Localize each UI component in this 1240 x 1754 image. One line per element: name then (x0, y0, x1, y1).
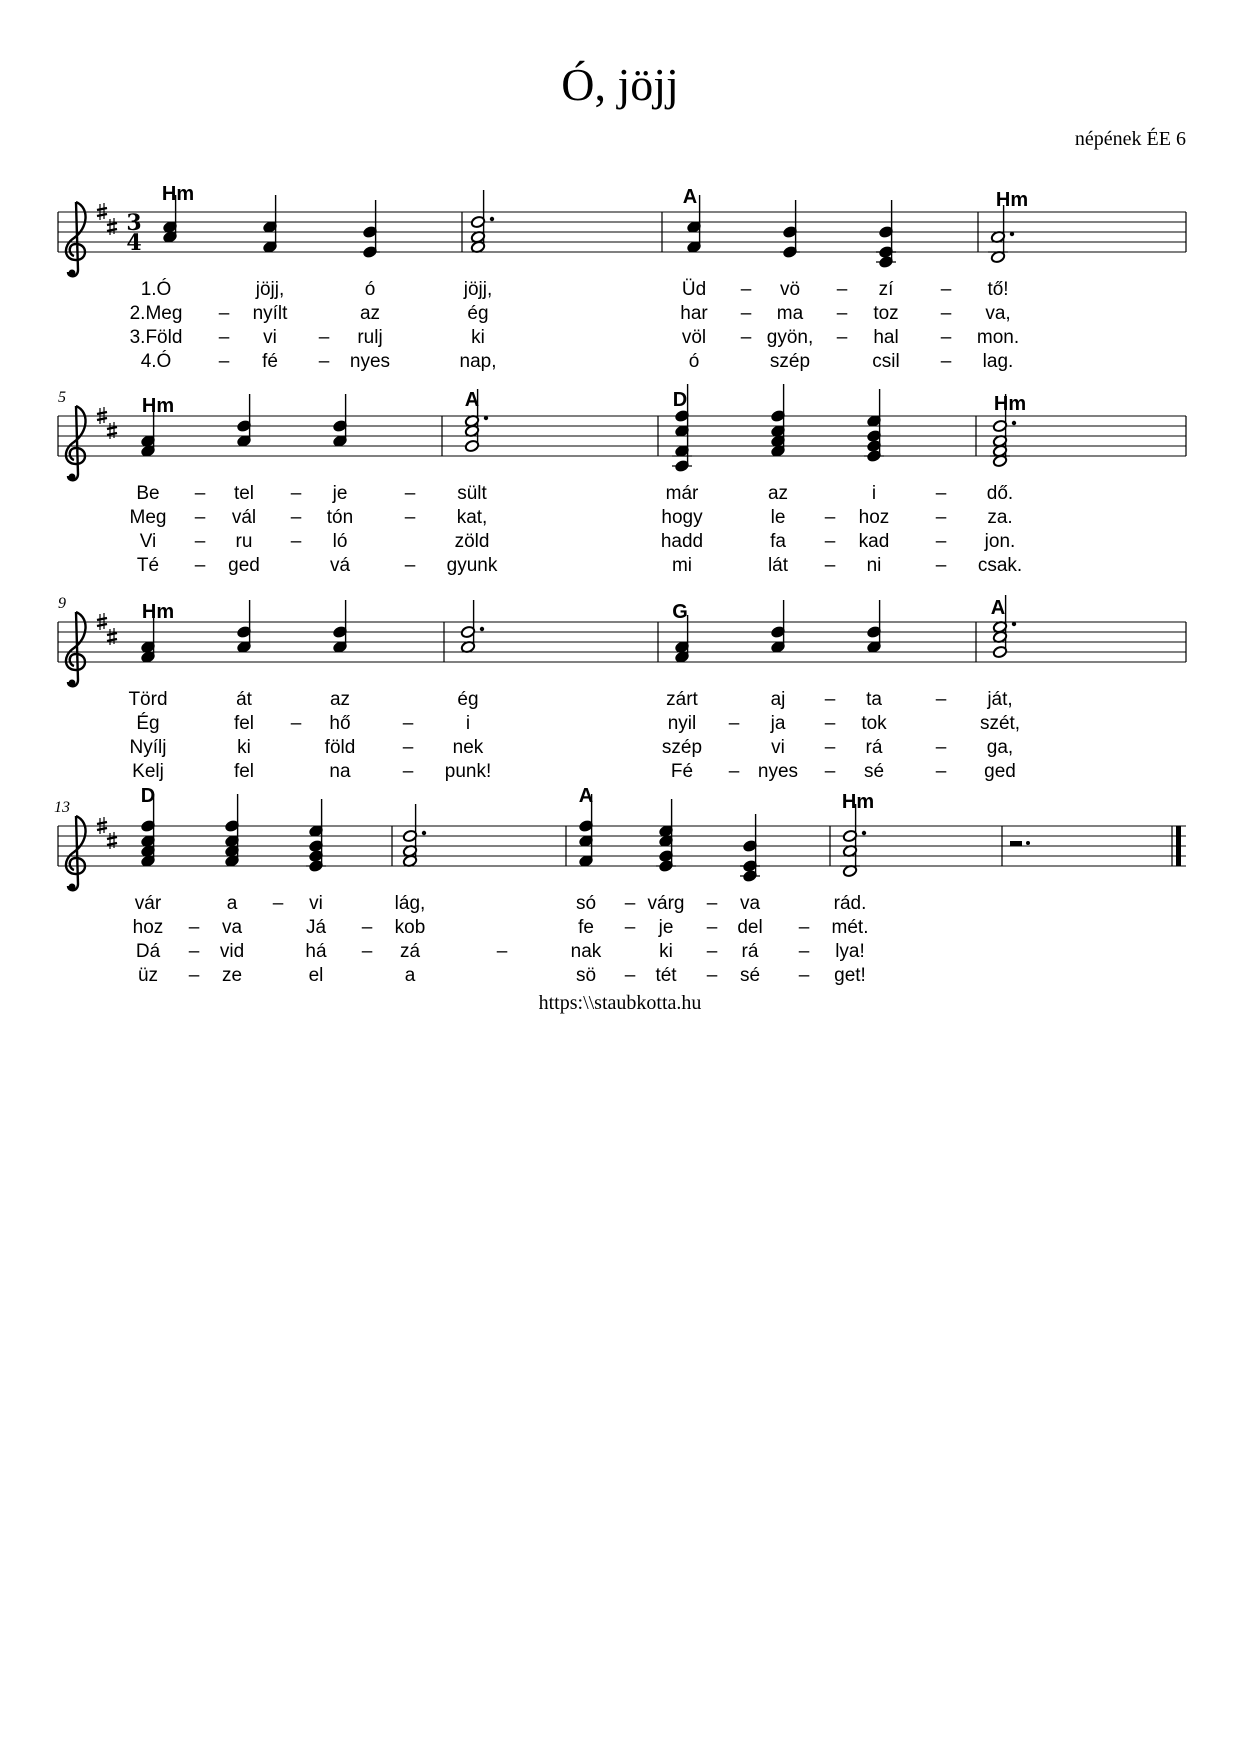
lyric-syllable: gyön, (766, 327, 814, 348)
augmentation-dot (484, 416, 488, 420)
lyric-syllable: lág, (394, 893, 426, 914)
treble-clef-icon (66, 202, 86, 277)
lyric-syllable: 4.Ó (140, 351, 172, 372)
augmentation-dot (862, 831, 866, 835)
lyric-syllable: fe (578, 917, 594, 938)
lyric-syllable: Be (136, 483, 160, 504)
lyric-syllable: hő (329, 713, 351, 734)
lyric-hyphen: – (706, 965, 718, 986)
lyric-syllable: ki (237, 737, 251, 758)
chord-symbol: A (990, 597, 1006, 619)
lyric-syllable: csil (872, 351, 900, 372)
lyric-syllable: mi (671, 555, 693, 576)
lyric-hyphen: – (824, 713, 836, 734)
lyric-syllable: fa (770, 531, 786, 552)
lyric-syllable: jöjj, (463, 279, 493, 300)
lyric-syllable: kob (394, 917, 426, 938)
lyric-hyphen: – (798, 917, 810, 938)
lyric-syllable: rá (741, 941, 759, 962)
lyric-hyphen: – (706, 941, 718, 962)
lyric-syllable: ze (221, 965, 243, 986)
lyric-syllable: kad (858, 531, 890, 552)
lyric-syllable: va (739, 893, 761, 914)
lyric-syllable: mon. (976, 327, 1020, 348)
chord-symbol: Hm (993, 393, 1027, 415)
lyric-hyphen: – (318, 327, 330, 348)
lyric-syllable: só (575, 893, 597, 914)
lyric-syllable: punk! (444, 761, 492, 782)
lyric-syllable: há (305, 941, 327, 962)
lyric-syllable: nak (570, 941, 602, 962)
lyric-hyphen: – (824, 737, 836, 758)
lyric-hyphen: – (940, 279, 952, 300)
lyric-hyphen: – (728, 713, 740, 734)
lyric-syllable: hal (873, 327, 899, 348)
lyric-syllable: 3.Föld (129, 327, 183, 348)
chord-symbol: A (464, 389, 480, 411)
lyric-hyphen: – (290, 531, 302, 552)
lyric-syllable: ó (688, 351, 700, 372)
lyric-syllable: el (308, 965, 324, 986)
lyric-hyphen: – (402, 761, 414, 782)
augmentation-dot (1012, 421, 1016, 425)
lyric-hyphen: – (194, 483, 206, 504)
lyric-syllable: ru (235, 531, 253, 552)
treble-clef-icon (66, 816, 86, 891)
lyric-syllable: ki (471, 327, 485, 348)
lyric-syllable: lag. (982, 351, 1014, 372)
lyric-syllable: toz (873, 303, 899, 324)
lyric-hyphen: – (624, 965, 636, 986)
lyric-syllable: Meg (129, 507, 167, 528)
lyric-syllable: vál (231, 507, 257, 528)
lyric-syllable: 2.Meg (129, 303, 183, 324)
lyric-hyphen: – (740, 327, 752, 348)
lyric-hyphen: – (824, 531, 836, 552)
lyric-hyphen: – (740, 279, 752, 300)
staff-system (58, 595, 1186, 662)
lyric-hyphen: – (940, 351, 952, 372)
lyric-hyphen: – (940, 327, 952, 348)
chord-symbol: G (672, 601, 688, 623)
lyric-syllable: sé (863, 761, 885, 782)
lyric-hyphen: – (290, 713, 302, 734)
lyric-syllable: vid (219, 941, 245, 962)
lyric-hyphen: – (194, 531, 206, 552)
lyric-hyphen: – (624, 893, 636, 914)
notehead (992, 645, 1007, 658)
lyric-syllable: va (221, 917, 243, 938)
lyric-syllable: vi (263, 327, 277, 348)
lyric-syllable: ló (332, 531, 348, 552)
lyric-syllable: sö (575, 965, 597, 986)
lyric-syllable: ég (457, 689, 479, 710)
lyric-syllable: vö (779, 279, 801, 300)
lyric-hyphen: – (935, 689, 947, 710)
lyric-hyphen: – (940, 303, 952, 324)
lyric-syllable: Kelj (132, 761, 164, 782)
lyric-hyphen: – (402, 737, 414, 758)
lyric-syllable: aj (770, 689, 786, 710)
lyric-syllable: a (404, 965, 416, 986)
lyric-syllable: i (465, 713, 471, 734)
augmentation-dot (1012, 622, 1016, 626)
lyric-syllable: je (658, 917, 674, 938)
lyric-syllable: nyílt (252, 303, 288, 324)
lyric-syllable: Nyílj (129, 737, 167, 758)
lyric-hyphen: – (824, 507, 836, 528)
measure-number: 5 (58, 389, 66, 406)
lyric-syllable: ta (866, 689, 882, 710)
lyric-hyphen: – (798, 965, 810, 986)
lyric-hyphen: – (404, 483, 416, 504)
lyric-syllable: ga, (986, 737, 1014, 758)
lyric-syllable: tő! (987, 279, 1009, 300)
lyric-syllable: Vi (139, 531, 157, 552)
lyric-syllable: csak. (977, 555, 1023, 576)
lyric-syllable: mét. (831, 917, 869, 938)
lyric-syllable: szép (769, 351, 811, 372)
lyric-hyphen: – (935, 737, 947, 758)
chord-symbol: Hm (141, 601, 175, 623)
time-signature-top: 3 (126, 210, 142, 236)
lyric-hyphen: – (824, 689, 836, 710)
lyric-syllable: ged (228, 555, 260, 576)
lyric-hyphen: – (836, 279, 848, 300)
lyric-hyphen: – (218, 327, 230, 348)
lyric-syllable: a (226, 893, 238, 914)
half-rest-icon (1010, 841, 1022, 846)
lyric-syllable: Já (305, 917, 327, 938)
lyric-syllable: har (680, 303, 708, 324)
lyric-hyphen: – (218, 351, 230, 372)
lyric-syllable: sült (457, 483, 487, 504)
lyric-hyphen: – (935, 483, 947, 504)
lyric-syllable: ját, (987, 689, 1013, 710)
lyric-syllable: Ég (136, 713, 160, 734)
lyric-syllable: nyes (349, 351, 391, 372)
lyric-hyphen: – (624, 917, 636, 938)
lyric-hyphen: – (935, 761, 947, 782)
lyric-syllable: tón (326, 507, 354, 528)
chord-symbol: Hm (841, 791, 875, 813)
augmentation-dot (480, 627, 484, 631)
notehead (464, 439, 479, 452)
lyric-syllable: zöld (454, 531, 490, 552)
lyric-syllable: va, (985, 303, 1011, 324)
lyric-syllable: nek (452, 737, 484, 758)
lyric-hyphen: – (706, 917, 718, 938)
chord-symbol: Hm (995, 189, 1029, 211)
composer-credit: népének ÉE 6 (1074, 128, 1186, 150)
lyric-hyphen: – (496, 941, 508, 962)
lyric-hyphen: – (361, 941, 373, 962)
lyric-syllable: tel (233, 483, 255, 504)
lyric-syllable: jon. (984, 531, 1016, 552)
lyric-syllable: le (770, 507, 786, 528)
lyric-syllable: Té (136, 555, 160, 576)
lyric-syllable: sé (739, 965, 761, 986)
lyric-syllable: Fé (670, 761, 694, 782)
lyric-syllable: zárt (666, 689, 698, 710)
lyric-syllable: föld (324, 737, 356, 758)
final-barline (1176, 826, 1181, 866)
lyric-syllable: fel (233, 761, 255, 782)
lyric-syllable: nyes (757, 761, 799, 782)
lyric-hyphen: – (836, 303, 848, 324)
lyric-hyphen: – (728, 761, 740, 782)
lyric-syllable: már (665, 483, 699, 504)
lyric-syllable: rulj (357, 327, 383, 348)
lyric-syllable: 1.Ó (140, 279, 172, 300)
lyric-hyphen: – (798, 941, 810, 962)
chord-symbol: A (578, 785, 594, 807)
lyric-hyphen: – (188, 965, 200, 986)
song-title: Ó, jöjj (561, 59, 679, 110)
chord-symbol: Hm (161, 183, 195, 205)
lyric-syllable: hoz (132, 917, 164, 938)
lyric-syllable: völ (681, 327, 707, 348)
lyric-hyphen: – (836, 327, 848, 348)
lyric-syllable: ja (770, 713, 786, 734)
lyric-syllable: na (329, 761, 351, 782)
lyric-hyphen: – (290, 483, 302, 504)
lyric-hyphen: – (402, 713, 414, 734)
lyric-syllable: ki (659, 941, 673, 962)
lyric-syllable: tét (655, 965, 677, 986)
lyric-hyphen: – (194, 507, 206, 528)
lyric-syllable: rá (865, 737, 883, 758)
lyric-hyphen: – (318, 351, 330, 372)
lyric-syllable: szép (661, 737, 703, 758)
chord-symbol: A (682, 186, 698, 208)
lyric-syllable: rád. (833, 893, 867, 914)
augmentation-dot (1026, 841, 1030, 845)
lyric-syllable: zí (878, 279, 894, 300)
lyric-syllable: Üd (681, 279, 707, 300)
lyric-syllable: hadd (660, 531, 704, 552)
measure-number: 9 (58, 595, 66, 612)
lyric-hyphen: – (706, 893, 718, 914)
lyric-hyphen: – (290, 507, 302, 528)
lyric-syllable: át (236, 689, 252, 710)
lyric-syllable: lát (767, 555, 789, 576)
lyric-syllable: ni (866, 555, 882, 576)
lyric-syllable: kat, (456, 507, 488, 528)
lyric-syllable: vá (329, 555, 351, 576)
augmentation-dot (490, 217, 494, 221)
chord-symbol: D (672, 389, 688, 411)
lyric-hyphen: – (218, 303, 230, 324)
lyric-syllable: fel (233, 713, 255, 734)
lyric-hyphen: – (824, 555, 836, 576)
measure-number: 13 (54, 799, 70, 816)
lyric-syllable: del (737, 917, 763, 938)
lyric-syllable: Dá (135, 941, 161, 962)
augmentation-dot (422, 831, 426, 835)
lyric-hyphen: – (935, 531, 947, 552)
treble-clef-icon (66, 406, 86, 481)
augmentation-dot (1010, 232, 1014, 236)
lyric-syllable: ged (984, 761, 1016, 782)
lyric-syllable: zá (399, 941, 421, 962)
lyric-syllable: je (332, 483, 348, 504)
lyric-syllable: az (359, 303, 381, 324)
chord-symbol: Hm (141, 395, 175, 417)
lyric-syllable: i (871, 483, 877, 504)
lyric-syllable: gyunk (446, 555, 498, 576)
lyric-syllable: hogy (661, 507, 703, 528)
lyric-syllable: ma (776, 303, 804, 324)
lyric-syllable: hoz (858, 507, 890, 528)
lyric-hyphen: – (935, 507, 947, 528)
lyric-hyphen: – (740, 303, 752, 324)
treble-clef-icon (66, 612, 86, 687)
time-signature-bottom: 4 (126, 230, 142, 256)
lyric-hyphen: – (935, 555, 947, 576)
source-url: https:\\staubkotta.hu (538, 992, 702, 1014)
lyric-syllable: vi (771, 737, 785, 758)
lyric-syllable: az (329, 689, 351, 710)
lyric-syllable: lya! (835, 941, 865, 962)
lyric-syllable: fé (262, 351, 278, 372)
lyric-hyphen: – (361, 917, 373, 938)
lyric-syllable: dő. (986, 483, 1014, 504)
lyric-syllable: vár (134, 893, 162, 914)
lyric-syllable: get! (834, 965, 866, 986)
lyric-syllable: nyil (667, 713, 697, 734)
lyric-syllable: az (767, 483, 789, 504)
lyric-syllable: ó (364, 279, 376, 300)
chord-symbol: D (140, 785, 156, 807)
lyric-syllable: várg (647, 893, 685, 914)
lyric-syllable: za. (987, 507, 1013, 528)
lyric-hyphen: – (188, 941, 200, 962)
lyric-syllable: szét, (979, 713, 1021, 734)
lyric-hyphen: – (188, 917, 200, 938)
lyric-syllable: tok (861, 713, 887, 734)
lyric-syllable: ég (467, 303, 489, 324)
lyric-hyphen: – (404, 555, 416, 576)
lyric-hyphen: – (824, 761, 836, 782)
lyric-syllable: üz (137, 965, 159, 986)
lyric-syllable: Törd (128, 689, 168, 710)
lyric-syllable: jöjj, (255, 279, 285, 300)
lyric-syllable: nap, (459, 351, 497, 372)
lyric-hyphen: – (194, 555, 206, 576)
lyric-hyphen: – (272, 893, 284, 914)
lyric-hyphen: – (404, 507, 416, 528)
lyric-syllable: vi (309, 893, 323, 914)
